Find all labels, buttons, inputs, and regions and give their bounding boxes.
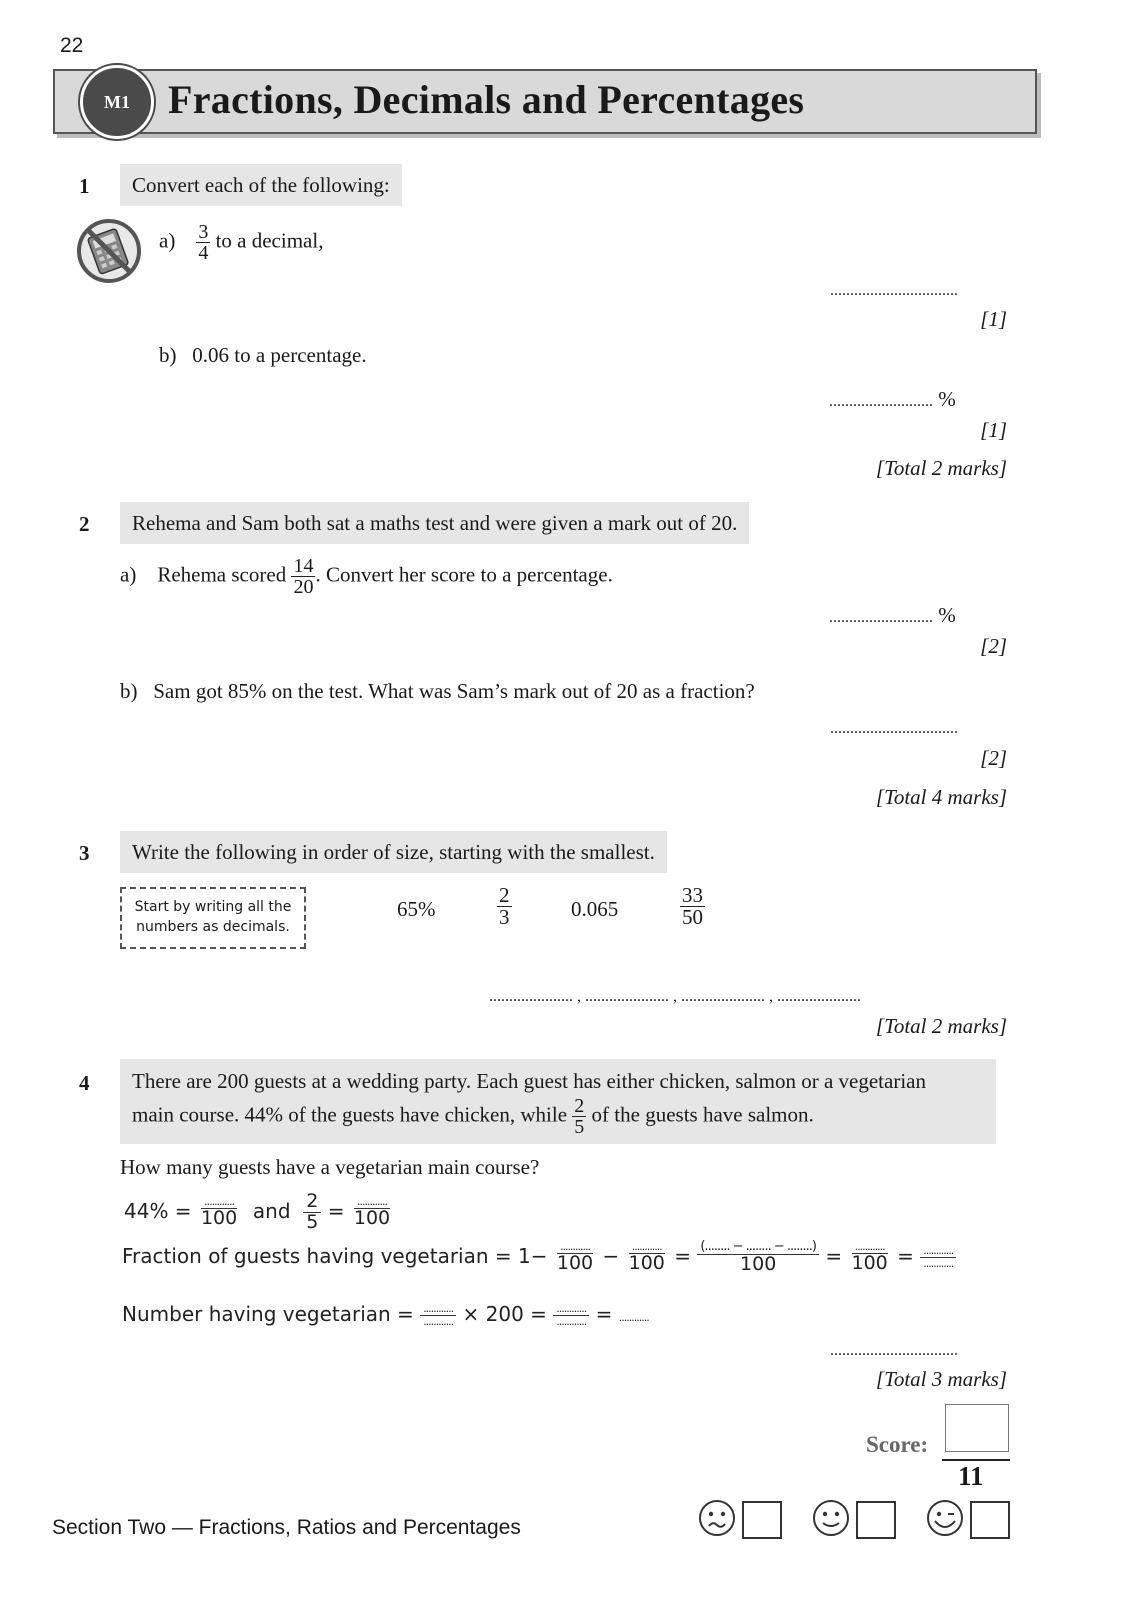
q2a-marks: [2] bbox=[980, 634, 1007, 658]
hint-note: Start by writing all the numbers as decimals. bbox=[120, 887, 306, 949]
q1b: b) 0.06 to a percentage. bbox=[159, 343, 367, 367]
q2b-answer-line[interactable]: ................................ bbox=[830, 720, 958, 737]
q2a: a) Rehema scored $\frac{14}{20}$ . Convert her score to a percentage. bbox=[120, 555, 613, 598]
q1b-answer-line[interactable]: .......................... % bbox=[829, 387, 956, 411]
q2-number: 2 bbox=[79, 512, 90, 536]
q1a: a) $\frac{3}{4}$ to a decimal, bbox=[159, 221, 324, 264]
module-badge: M1 bbox=[80, 65, 154, 139]
q1a-answer-line[interactable]: ................................ bbox=[830, 282, 958, 299]
q2-prompt: Rehema and Sam both sat a maths test and were given a mark out of 20. bbox=[120, 502, 749, 544]
q4-working-line1: 44% = ............ 100 and $\frac{2}{5}$ = ............ 100 bbox=[124, 1190, 391, 1233]
no-calculator-icon bbox=[76, 218, 142, 284]
q4-prompt-line1: There are 200 guests at a wedding party. Each guest has either chicken, salmon or a vegetarian bbox=[132, 1069, 926, 1093]
q4-number: 4 bbox=[79, 1071, 90, 1095]
q3-answer-line[interactable]: ..................... , ..................... , ..................... , ..................... bbox=[489, 988, 861, 1005]
q2b: b) Sam got 85% on the test. What was Sam’s mark out of 20 as a fraction? bbox=[120, 679, 755, 703]
q4-working-line3: Number having vegetarian = ............ ............ × 200 = ............ ............ = ............ bbox=[122, 1302, 649, 1328]
q2b-marks: [2] bbox=[980, 746, 1007, 770]
q3-item-fraction-2: $\frac{33}{50}$ bbox=[682, 883, 703, 929]
footer-section-title: Section Two — Fractions, Ratios and Percentages bbox=[52, 1516, 521, 1539]
q1b-marks: [1] bbox=[980, 418, 1007, 442]
score-label: Score: bbox=[866, 1432, 929, 1457]
happy-face-icon bbox=[926, 1499, 964, 1537]
score-box[interactable] bbox=[945, 1404, 1009, 1452]
score-total: 11 bbox=[958, 1461, 984, 1491]
q4-question: How many guests have a vegetarian main course? bbox=[120, 1155, 540, 1179]
q4-prompt-line2: main course. 44% of the guests have chicken, while $\frac{2}{5}$ of the guests have salmon. bbox=[132, 1095, 814, 1138]
q3-item-percent: 65% bbox=[397, 897, 436, 921]
q4-working-line2: Fraction of guests having vegetarian = 1− ............ 100 − ............ 100 = (........ − ........ − ........) 100 = ............ 100 = ............ ............ bbox=[122, 1240, 956, 1275]
q3-item-fraction: $\frac{2}{3}$ bbox=[499, 883, 510, 929]
q1-total: [Total 2 marks] bbox=[875, 456, 1007, 480]
q4-total: [Total 3 marks] bbox=[875, 1367, 1007, 1391]
q3-prompt: Write the following in order of size, starting with the smallest. bbox=[120, 831, 667, 873]
page-title: Fractions, Decimals and Percentages bbox=[168, 77, 805, 122]
sad-face-icon bbox=[698, 1499, 736, 1537]
page-number: 22 bbox=[60, 34, 84, 57]
q3-item-decimal: 0.065 bbox=[571, 897, 619, 921]
sad-face-checkbox[interactable] bbox=[742, 1501, 782, 1539]
neutral-face-icon bbox=[812, 1499, 850, 1537]
happy-face-checkbox[interactable] bbox=[970, 1501, 1010, 1539]
q2a-answer-line[interactable]: .......................... % bbox=[829, 603, 956, 627]
q4-answer-line[interactable]: ................................ bbox=[830, 1342, 958, 1359]
q1-number: 1 bbox=[79, 174, 90, 198]
q1-prompt: Convert each of the following: bbox=[120, 164, 402, 206]
q3-number: 3 bbox=[79, 841, 90, 865]
neutral-face-checkbox[interactable] bbox=[856, 1501, 896, 1539]
q3-total: [Total 2 marks] bbox=[875, 1014, 1007, 1038]
q1a-marks: [1] bbox=[980, 307, 1007, 331]
q2-total: [Total 4 marks] bbox=[875, 785, 1007, 809]
